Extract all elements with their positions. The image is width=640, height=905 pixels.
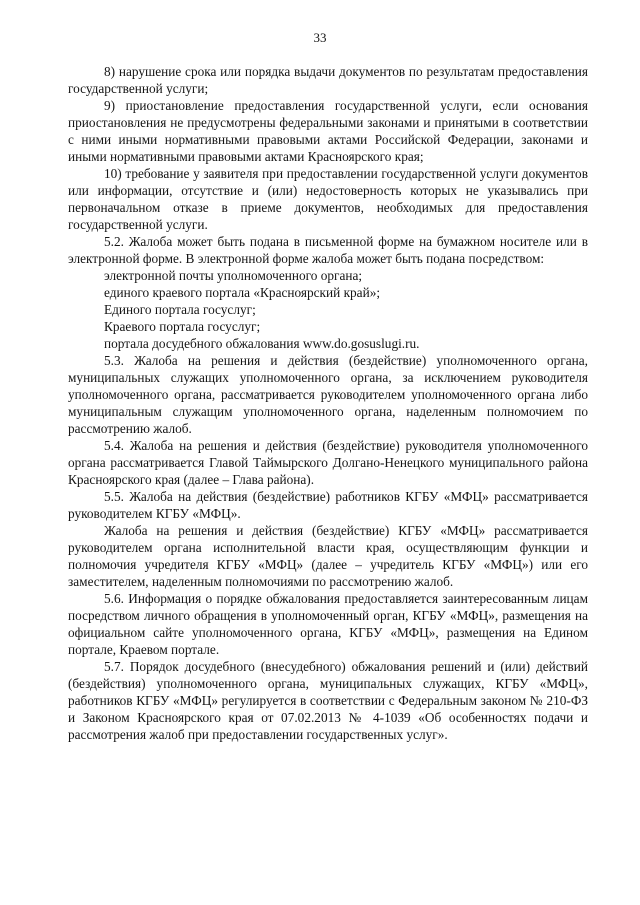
paragraph-item-10: 10) требование у заявителя при предоставлении государственной услуги документов или информации, отсутствие и (или) недостоверность которых не указывались при первоначальном отказе в приеме документов, необходимых для предоставления государственной услуги.: [68, 166, 588, 232]
channel-list-item: Краевого портала госуслуг;: [104, 319, 261, 334]
paragraph-5-3: 5.3. Жалоба на решения и действия (бездействие) уполномоченного органа, муниципальных служащих уполномоченного органа, за исключением руководителя уполномоченного органа, рассматривается руководителем уполномоченного органа либо муниципальным служащим уполномоченного органа, наделенным полномочием по рассмотрению жалоб.: [68, 353, 588, 436]
paragraph-mfc-complaint: Жалоба на решения и действия (бездействие) КГБУ «МФЦ» рассматривается руководителем органа исполнительной власти края, осуществляющим функции и полномочия учредителя КГБУ «МФЦ» (далее – учредитель КГБУ «МФЦ») или его заместителем, наделенным полномочиями по рассмотрению жалоб.: [68, 523, 588, 589]
channel-list-item: Единого портала госуслуг;: [104, 302, 256, 317]
paragraph-5-2: 5.2. Жалоба может быть подана в письменной форме на бумажном носителе или в электронной форме. В электронной форме жалоба может быть подана посредством:: [68, 234, 588, 266]
paragraph-5-4: 5.4. Жалоба на решения и действия (бездействие) руководителя уполномоченного органа рассматривается Главой Таймырского Долгано-Ненецкого муниципального района Красноярского края (далее – Глава района).: [68, 438, 588, 487]
page-number: 33: [313, 30, 327, 45]
paragraph-5-6: 5.6. Информация о порядке обжалования предоставляется заинтересованным лицам посредством личного обращения в уполномоченный орган, КГБУ «МФЦ», размещения на официальном сайте уполномоченного органа, КГБУ «МФЦ», размещения на Едином портале, Краевом портале.: [68, 591, 588, 657]
channel-list-item: портала досудебного обжалования www.do.gosuslugi.ru.: [104, 336, 420, 351]
paragraph-item-9: 9) приостановление предоставления государственной услуги, если основания приостановления не предусмотрены федеральными законами и принятыми в соответствии с ними иными нормативными правовыми актами Российской Федерации, законами и иными нормативными правовыми актами Красноярского края;: [68, 98, 588, 164]
paragraph-item-8: 8) нарушение срока или порядка выдачи документов по результатам предоставления государственной услуги;: [68, 64, 588, 96]
paragraph-5-7: 5.7. Порядок досудебного (внесудебного) обжалования решений и (или) действий (бездействия) уполномоченного органа, муниципальных служащих, КГБУ «МФЦ», работников КГБУ «МФЦ» регулируется в соответствии с Федеральным законом № 210-ФЗ и Законом Красноярского края от 07.02.2013 № 4-1039 «Об особенностях подачи и рассмотрения жалоб при предоставлении государственных услуг».: [68, 659, 588, 742]
channel-list-item: единого краевого портала «Красноярский край»;: [104, 285, 381, 300]
channel-list-item: электронной почты уполномоченного органа;: [104, 268, 363, 283]
document-body: [68, 63, 588, 743]
paragraph-5-5: 5.5. Жалоба на действия (бездействие) работников КГБУ «МФЦ» рассматривается руководителем КГБУ «МФЦ».: [68, 489, 588, 521]
